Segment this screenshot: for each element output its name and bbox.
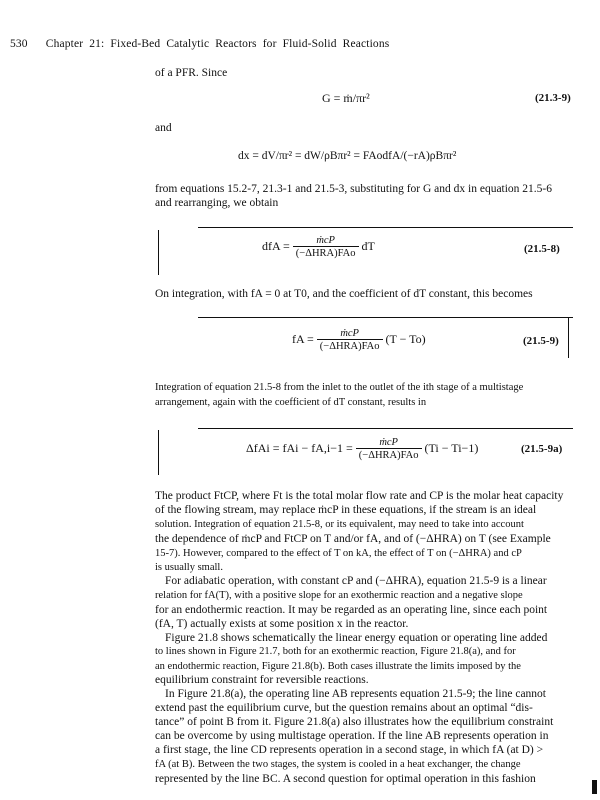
text-line: Figure 21.8 shows schematically the linear energy equation or operating line added (165, 632, 548, 644)
text-line: a first stage, the line CD represents operation in a second stage, in which fA (at D) > (155, 744, 544, 756)
fraction (293, 235, 359, 259)
text-line: the dependence of ṁcP and FtCP on T and/or fA, and of (−ΔHRA) on T (see Example (155, 533, 551, 545)
equation-number: (21.5-9a) (521, 443, 563, 455)
equation-lhs: fA = (292, 331, 314, 346)
equation-21-5-9a (246, 437, 478, 461)
text-line: For adiabatic operation, with constant cP and (−ΔHRA), equation 21.5-9 is a linear (165, 575, 547, 587)
fraction-denominator: (−ΔHRA)FAo (317, 339, 383, 352)
fraction-numerator: ṁcP (316, 235, 335, 246)
fraction-numerator: ṁcP (379, 437, 398, 448)
text-line: fA (at B). Between the two stages, the system is cooled in a heat exchanger, the change (155, 759, 521, 770)
equation-number: (21.5-9) (523, 335, 559, 347)
page-number: 530 (10, 38, 28, 50)
equation-box-rule (198, 227, 573, 228)
equation-box-bar (158, 230, 159, 275)
text-line: In Figure 21.8(a), the operating line AB represents equation 21.5-9; the line cannot (165, 688, 546, 700)
fraction (317, 328, 383, 352)
scan-edge-mark (592, 780, 597, 794)
equation-box-rule (198, 428, 573, 429)
equation-rhs: (Ti − Ti−1) (424, 440, 479, 455)
text-line: of a PFR. Since (155, 67, 228, 79)
text-line: to lines shown in Figure 21.7, both for an exothermic reaction, Figure 21.8(a), and for (155, 646, 516, 657)
equation-lhs: dfA = (262, 238, 290, 253)
equation-rhs: (T − To) (385, 331, 426, 346)
text-line: from equations 15.2-7, 21.3-1 and 21.5-3, substituting for G and dx in equation 21.5-6 (155, 183, 553, 195)
equation-box-rule (198, 317, 573, 318)
text-line: for an endothermic reaction. It may be regarded as an operating line, since each point (155, 604, 548, 616)
text-line: Integration of equation 21.5-8 from the inlet to the outlet of the ith stage of a multistage (155, 382, 524, 393)
text-line: relation for fA(T), with a positive slope for an exothermic reaction and a negative slope (155, 590, 523, 601)
equation-box-bar (568, 318, 569, 358)
equation-rhs: dT (361, 238, 375, 253)
equation-dx: dx = dV/πr² = dW/ρBπr² = FAodfA/(−rA)ρBπr² (238, 150, 457, 162)
text-line: equilibrium constraint for reversible reactions. (155, 674, 369, 686)
text-line: and (155, 122, 172, 134)
equation-number: (21.5-8) (524, 243, 560, 255)
text-line: arrangement, again with the coefficient of dT constant, results in (155, 397, 427, 408)
text-line: can be overcome by using multistage operation. If the line AB represents operation in (155, 730, 549, 742)
text-line: an endothermic reaction, Figure 21.8(b). Both cases illustrate the limits imposed by the (155, 661, 521, 672)
text-line: 15-7). However, compared to the effect of T on kA, the effect of T on (−ΔHRA) and cP (155, 548, 522, 559)
equation-21-5-9 (292, 328, 426, 352)
text-line: extend past the equilibrium curve, but the question remains about an optimal “dis- (155, 702, 533, 714)
fraction (356, 437, 422, 461)
text-line: and rearranging, we obtain (155, 197, 279, 209)
fraction-denominator: (−ΔHRA)FAo (356, 448, 422, 461)
equation-21-5-8 (262, 235, 375, 259)
fraction-numerator: ṁcP (340, 328, 359, 339)
running-header (10, 38, 389, 50)
text-line: tance” of point B from it. Figure 21.8(a) also illustrates how the equilibrium constraint (155, 716, 554, 728)
text-line: On integration, with fA = 0 at T0, and the coefficient of dT constant, this becomes (155, 288, 533, 300)
text-line: The product FtCP, where Ft is the total molar flow rate and CP is the molar heat capacity (155, 490, 564, 502)
text-line: is usually small. (155, 562, 223, 573)
running-title: Chapter 21: Fixed-Bed Catalytic Reactors for Fluid-Solid Reactions (45, 38, 390, 50)
equation-box-bar (158, 430, 159, 475)
equation-21-3-9: G = ṁ/πr² (322, 91, 370, 105)
text-line: solution. Integration of equation 21.5-8, or its equivalent, may need to take into account (155, 519, 524, 530)
text-line: (fA, T) actually exists at some position x in the reactor. (155, 618, 409, 630)
equation-number: (21.3-9) (535, 92, 571, 104)
text-line: represented by the line BC. A second question for optimal operation in this fashion (155, 773, 536, 785)
text-line: of the flowing stream, may replace ṁcP in these equations, if the stream is an ideal (155, 504, 537, 516)
fraction-denominator: (−ΔHRA)FAo (293, 246, 359, 259)
equation-lhs: ΔfAi = fAi − fA,i−1 = (246, 440, 353, 455)
